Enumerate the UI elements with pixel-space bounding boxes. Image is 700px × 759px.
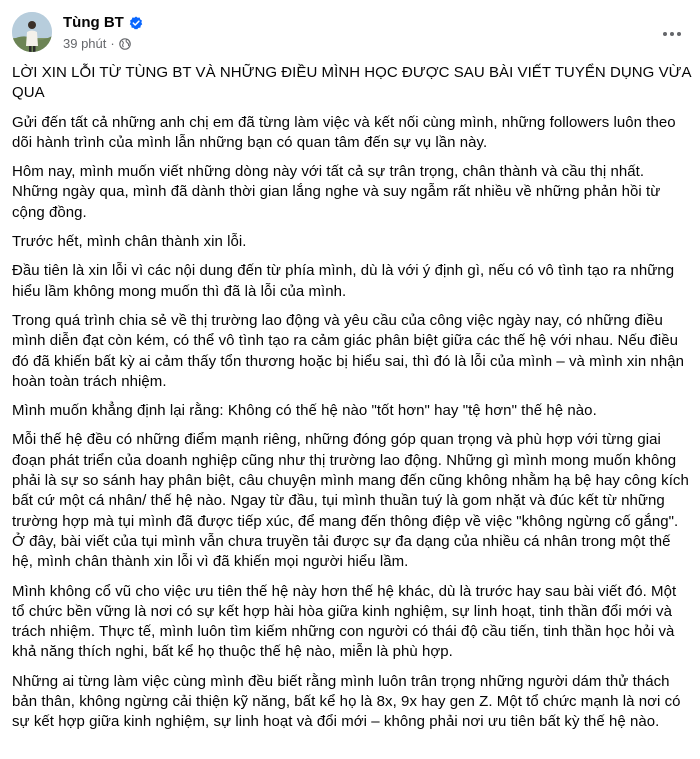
author-row [63,13,143,33]
meta-separator: · [110,36,115,51]
post-paragraph: Trước hết, mình chân thành xin lỗi. [12,233,247,251]
post-paragraph: Gửi đến tất cả những anh chị em đã từng làm việc và kết nối cùng mình, những followers luôn theo dõi hành trình của mình lẫn những bạn có quan tâm đến sự vụ lần này. [12,113,676,151]
avatar[interactable] [12,12,52,52]
post-body [12,63,692,742]
more-horizontal-icon [662,31,682,37]
post-paragraph: Mỗi thế hệ đều có những điểm mạnh riêng, những đóng góp quan trọng và phù hợp với từng giai đoạn phát triển của doanh nghiệp cũng như thị trường lao động. Những gì mình mong muốn không phải là sự so sánh hay phân biệt, câu chuyện mình mang đến cũng không nhằm hạ bệ hay công kích bất cứ một cá nhân/ thế hệ nào. Ngay từ đầu, tụi mình thuần tuý là gom nhặt và đúc kết từ những trường hợp mà tụi mình đã được tiếp xúc, để mang đến thông điệp về việc "không ngừng cố gắng". Ở đây, bài viết của tụi mình vẫn chưa truyền tải được sự đa dạng của nhiều cá nhân trong một thế hệ, mình chân thành xin lỗi vì đã khiến mọi người hiểu lầm. [12,431,689,571]
post-paragraph: Mình muốn khẳng định lại rằng: Không có thế hệ nào "tốt hơn" hay "tệ hơn" thế hệ nào. [12,402,597,420]
author-name[interactable]: Tùng BT [63,14,124,31]
post-meta [63,36,131,52]
post-timestamp[interactable]: 39 phút [63,36,107,51]
post-paragraph: Trong quá trình chia sẻ về thị trường lao động và yêu cầu của công việc ngày nay, có những điều mình diễn đạt còn kém, có thể vô tình tạo ra cảm giác phân biệt giữa các thế hệ với nhau. Nếu điều đó đã khiến bất kỳ ai cảm thấy tổn thương hoặc bị hiểu sai, thì đó là lỗi của mình – và mình xin nhận hoàn toàn trách nhiệm. [12,311,684,390]
post-title: LỜI XIN LỖI TỪ TÙNG BT VÀ NHỮNG ĐIỀU MÌNH HỌC ĐƯỢC SAU BÀI VIẾT TUYỂN DỤNG VỪA QUA [12,64,691,102]
post-header [0,0,700,62]
avatar-photo-icon [12,12,52,52]
globe-icon[interactable] [119,38,131,50]
post-paragraph: Hôm nay, mình muốn viết những dòng này với tất cả sự trân trọng, chân thành và cầu thị nhất. Những ngày qua, mình đã dành thời gian lắng nghe và suy ngẫm rất nhiều về những phản hồi từ cộng đồng. [12,163,661,221]
verified-badge-icon [129,16,143,30]
post-paragraph: Mình không cổ vũ cho việc ưu tiên thế hệ này hơn thế hệ khác, dù là trước hay sau bài viết đó. Một tổ chức bền vững là nơi có sự kết hợp hài hòa giữa kinh nghiệm, sự linh hoạt, tinh thần đổi mới và trách nhiệm. Thực tế, mình luôn tìm kiếm những con người có thái độ cầu tiến, tinh thần học hỏi và khả năng thích nghi, bất kể họ thuộc thế hệ nào, miễn là phù hợp. [12,582,677,661]
post-paragraph: Đầu tiên là xin lỗi vì các nội dung đến từ phía mình, dù là với ý định gì, nếu có vô tình tạo ra những hiểu lầm không mong muốn thì đã là lỗi của mình. [12,262,675,300]
post-paragraph: Những ai từng làm việc cùng mình đều biết rằng mình luôn trân trọng những người dám thử thách bản thân, không ngừng cải thiện kỹ năng, bất kể họ là 8x, 9x hay gen Z. Một tổ chức mạnh là nơi có sự kết hợp giữa kinh nghiệm, sự linh hoạt và đổi mới – không phải nơi ưu tiên bất kỳ thế hệ nào. [12,672,681,731]
post-options-button[interactable] [654,16,690,52]
